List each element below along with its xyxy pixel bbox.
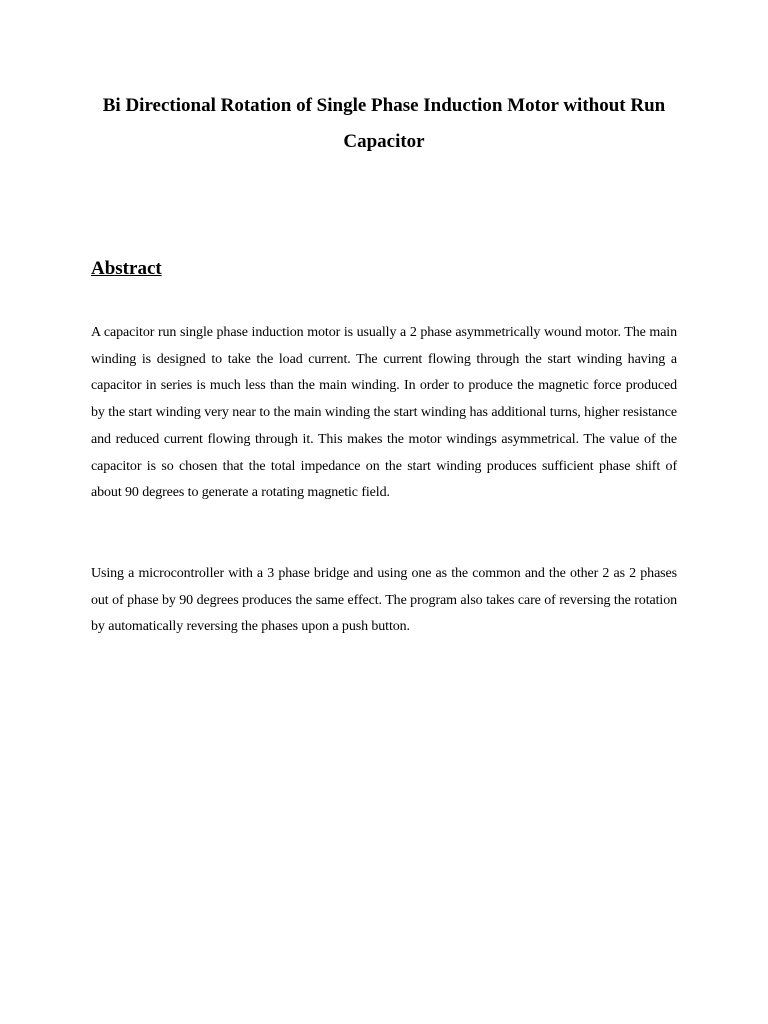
abstract-paragraph-1: A capacitor run single phase induction motor is usually a 2 phase asymmetrically wound motor. The main winding is designed to take the load current. The current flowing through the start winding having a capacitor in series is much less than the main winding. In order to produce the magnetic force produced by the start winding very near to the main winding the start winding has additional turns, higher resistance and reduced current flowing through it. This makes the motor windings asymmetrical. The value of the capacitor is so chosen that the total impedance on the start winding produces sufficient phase shift of about 90 degrees to generate a rotating magnetic field. — [91, 325, 677, 501]
abstract-paragraph-2: Using a microcontroller with a 3 phase bridge and using one as the common and the other 2 as 2 phases out of phase by 90 degrees produces the same effect. The program also takes care of reversing the rotation by automatically reversing the phases upon a push button. — [91, 566, 677, 635]
abstract-heading: Abstract — [91, 258, 162, 279]
document-title: Bi Directional Rotation of Single Phase Induction Motor without Run Capacitor — [102, 95, 666, 152]
